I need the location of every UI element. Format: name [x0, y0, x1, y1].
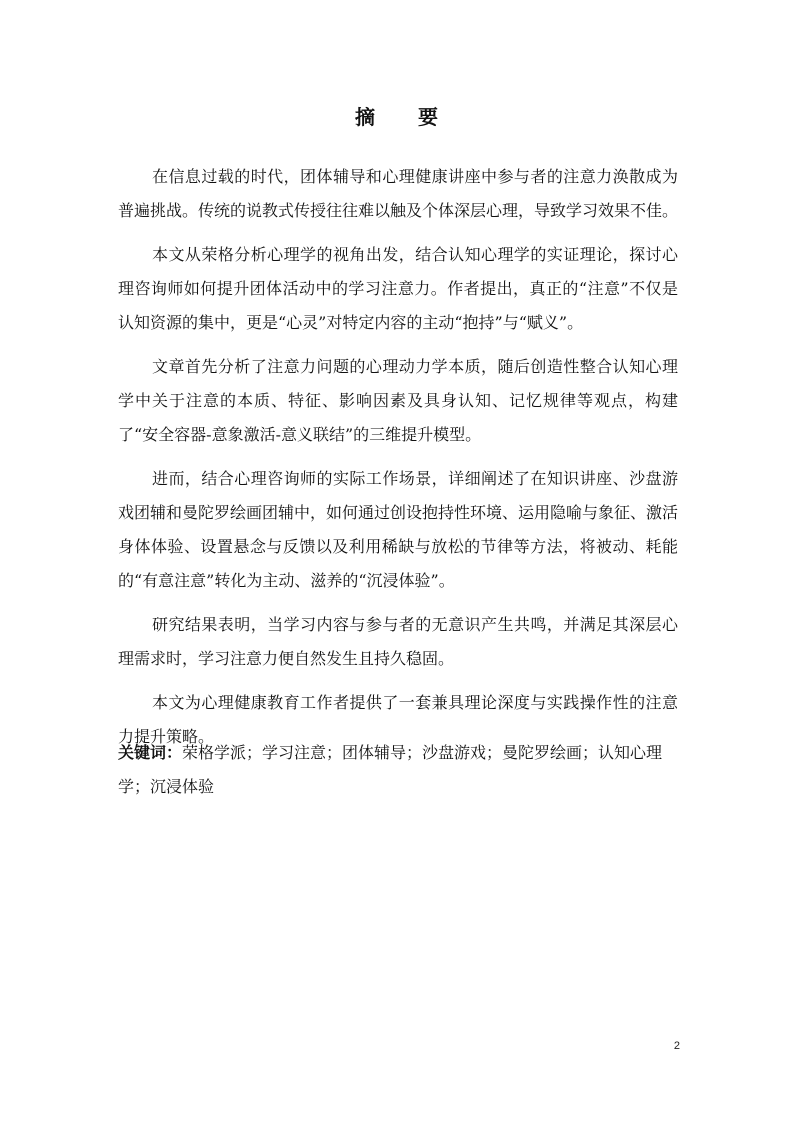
abstract-body — [118, 160, 678, 764]
abstract-paragraph-4: 进而，结合心理咨询师的实际工作场景，详细阐述了在知识讲座、沙盘游戏团辅和曼陀罗绘画团辅中，如何通过创设抱持性环境、运用隐喻与象征、激活身体体验、设置悬念与反馈以及利用稀缺与放松的节律等方法，将被动、耗能的“有意注意”转化为主动、滋养的“沉浸体验”。 — [118, 469, 679, 590]
abstract-paragraph-3: 文章首先分析了注意力问题的心理动力学本质，随后创造性整合认知心理学中关于注意的本质、特征、影响因素及具身认知、记忆规律等观点，构建了“安全容器-意象激活-意义联结”的三维提升模型。 — [118, 357, 678, 444]
abstract-paragraph-2: 本文从荣格分析心理学的视角出发，结合认知心理学的实证理论，探讨心理咨询师如何提升团体活动中的学习注意力。作者提出，真正的“注意”不仅是认知资源的集中，更是“心灵”对特定内容的主动“抱持”与“赋义”。 — [118, 245, 678, 332]
abstract-paragraph-5: 研究结果表明，当学习内容与参与者的无意识产生共鸣，并满足其深层心理需求时，学习注意力便自然发生且持久稳固。 — [118, 615, 678, 668]
keywords-text: 荣格学派；学习注意；团体辅导；沙盘游戏；曼陀罗绘画；认知心理学；沉浸体验 — [118, 743, 663, 796]
keywords-line — [118, 736, 678, 804]
abstract-paragraph-1: 在信息过载的时代，团体辅导和心理健康讲座中参与者的注意力涣散成为普遍挑战。传统的说教式传授往往难以触及个体深层心理，导致学习效果不佳。 — [118, 167, 679, 220]
page-number: 2 — [673, 1040, 680, 1052]
keywords-label: 关键词： — [118, 743, 183, 762]
abstract-paragraph-6: 本文为心理健康教育工作者提供了一套兼具理论深度与实践操作性的注意力提升策略。 — [118, 693, 678, 746]
abstract-title: 摘 要 — [355, 105, 456, 129]
